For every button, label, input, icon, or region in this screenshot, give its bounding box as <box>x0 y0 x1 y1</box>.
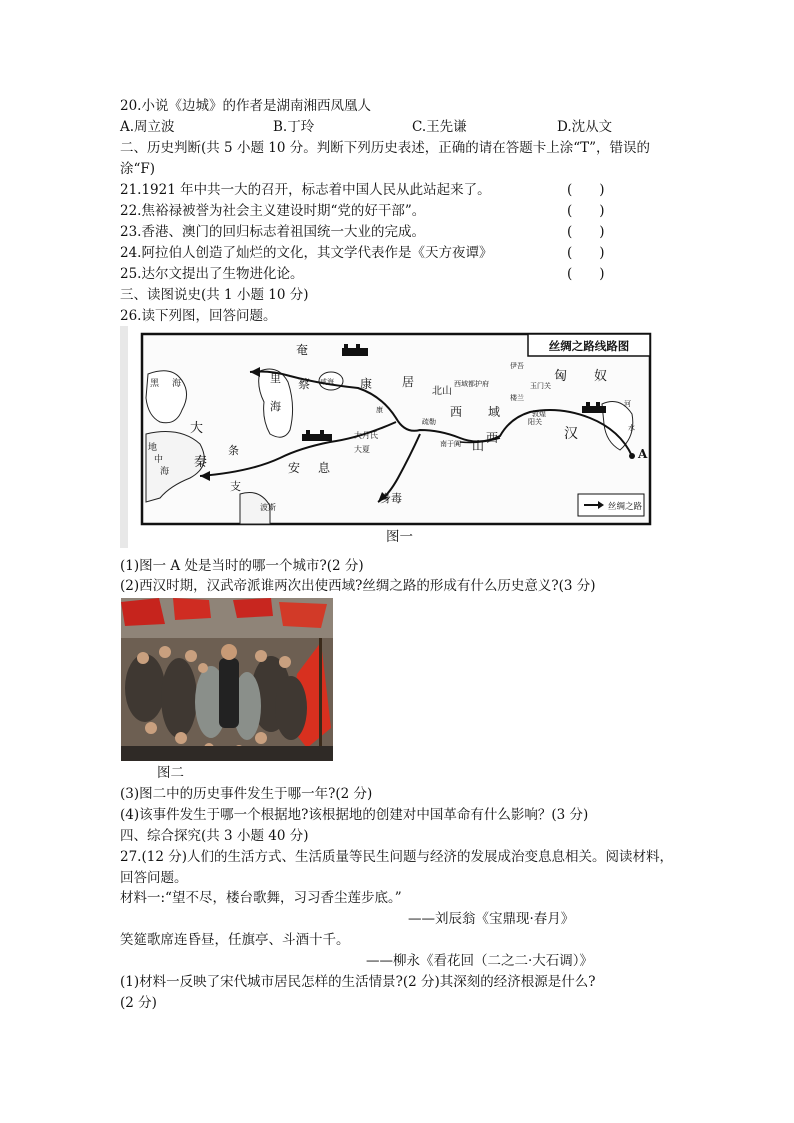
q22-answer-paren: ( ) <box>567 203 605 219</box>
label-tiao: 条 <box>228 444 239 457</box>
section2-heading: 二、历史判断(共 5 小题 10 分。判断下列历史表述，正确的请在答题卡上涂“T”，错误的 <box>120 140 651 156</box>
q26-stem: 26.读下列图，回答问题。 <box>120 308 277 324</box>
label-xiongnu1: 匈 <box>554 369 568 384</box>
q20-option-d: D.沈从文 <box>557 119 613 135</box>
revolution-painting <box>121 598 333 761</box>
q26-sub4: (4)该事件发生于哪一个根据地?该根据地的创建对中国革命有什么影响？(3 分) <box>120 807 589 823</box>
label-point-a: A <box>638 447 648 461</box>
section4-heading: 四、综合探究(共 3 小题 40 分) <box>120 828 309 844</box>
q22: 22.焦裕禄被誉为社会主义建设时期“党的好干部”。 <box>120 203 426 219</box>
label-beishan: 北山 <box>432 386 452 397</box>
label-dizhong1: 地 <box>148 443 158 453</box>
label-li: 里 <box>270 372 281 385</box>
map-title: 丝绸之路线路图 <box>548 339 630 353</box>
label-anxi1: 安 <box>288 461 301 475</box>
label-zhi: 支 <box>230 480 241 493</box>
q21: 21.1921 年中共一大的召开，标志着中国人民从此站起来了。 <box>120 182 491 198</box>
label-yangguan: 阳关 <box>528 418 542 426</box>
material-2: 笑筵歌席连昏昼，任旗亭、斗酒十千。 <box>120 932 350 948</box>
q26-sub3: (3)图二中的历史事件发生于哪一年?(2 分) <box>120 786 373 802</box>
label-hai: 海 <box>270 400 281 413</box>
label-xi2: 西 <box>486 431 499 445</box>
label-dunhuang: 敦煌 <box>532 410 546 418</box>
label-yu: 域 <box>488 405 501 419</box>
q25-answer-paren: ( ) <box>567 266 605 282</box>
q25: 25.达尔文提出了生物进化论。 <box>120 266 304 282</box>
label-cai: 蔡 <box>298 377 311 391</box>
label-yiwu: 伊吾 <box>510 362 524 370</box>
q23-answer-paren: ( ) <box>567 224 605 240</box>
q20-option-b: B.丁玲 <box>273 119 315 135</box>
q20-stem: 20.小说《边城》的作者是湖南湘西凤凰人 <box>120 98 371 114</box>
label-nanshan: 南于阗 <box>440 440 461 448</box>
figure1-caption: 图一 <box>386 529 413 545</box>
material-2-source: ——柳永《看花回（二之二·大石调）》 <box>366 953 594 969</box>
map-legend: 丝绸之路 <box>608 502 643 512</box>
q24: 24.阿拉伯人创造了灿烂的文化，其文学代表作是《天方夜谭》 <box>120 245 493 261</box>
label-dizhong2: 中 <box>154 455 164 465</box>
label-xiongnu2: 奴 <box>594 369 608 384</box>
q27-stem-cont: 回答问题。 <box>120 870 188 886</box>
q27-sub1-cont: (2 分) <box>120 995 157 1011</box>
figure2-caption: 图二 <box>157 765 184 781</box>
q27-sub1: (1)材料一反映了宋代城市居民怎样的生活情景?(2 分)其深刻的经济根源是什么? <box>120 974 596 990</box>
label-shendu: 身毒 <box>380 492 402 505</box>
section3-heading: 三、读图说史(共 1 小题 10 分) <box>120 287 309 303</box>
q20-option-a: A.周立波 <box>120 119 175 135</box>
q27-stem: 27.(12 分)人们的生活方式、生活质量等民生问题与经济的发展成治变息息相关。阅读材料， <box>120 849 673 865</box>
label-heihai2: 海 <box>172 379 182 389</box>
q20-option-c: C.王先谦 <box>412 119 467 135</box>
material-1: 材料一:“望不尽，楼台歌舞，习习香尘莲步底。” <box>120 890 402 906</box>
label-kang: 康 <box>360 377 373 391</box>
label-kang-city: 康 <box>376 406 383 414</box>
label-yumenguan: 玉门关 <box>530 382 551 390</box>
label-shule: 疏勒 <box>422 418 436 426</box>
label-xiyu-duhu: 西域都护府 <box>454 380 489 388</box>
label-xi1: 西 <box>450 405 463 419</box>
label-qin: 秦 <box>194 455 208 470</box>
q21-answer-paren: ( ) <box>567 182 605 198</box>
q23: 23.香港、澳门的回归标志着祖国统一大业的完成。 <box>120 224 425 240</box>
q24-answer-paren: ( ) <box>567 245 605 261</box>
label-dizhong3: 海 <box>160 467 170 477</box>
label-ju: 居 <box>402 375 415 389</box>
label-he: 河 <box>624 400 631 408</box>
label-dayuezhi: 大月氏 <box>354 431 378 440</box>
label-shui: 水 <box>628 424 635 432</box>
label-daxia: 大夏 <box>354 445 370 454</box>
material-1-source: ——刘辰翁《宝鼎现·春月》 <box>408 911 575 927</box>
silk-road-map <box>120 326 680 548</box>
label-bosi: 波斯 <box>260 503 276 512</box>
label-heihai1: 黑 <box>150 379 160 389</box>
label-shan: 山 <box>472 439 485 453</box>
label-da: 大 <box>190 421 204 436</box>
q26-sub1: (1)图一 A 处是当时的哪一个城市?(2 分) <box>120 558 364 574</box>
q26-sub2: (2)西汉时期，汉武帝派谁两次出使西域?丝绸之路的形成有什么历史意义?(3 分) <box>120 578 596 594</box>
label-han: 汉 <box>564 426 578 442</box>
label-an: 奄 <box>296 343 309 357</box>
label-loulan: 楼兰 <box>510 394 524 402</box>
label-anxi2: 息 <box>318 461 331 475</box>
label-xianhai: 咸海 <box>320 378 334 386</box>
section2-heading-cont: 涂“F) <box>120 161 156 177</box>
